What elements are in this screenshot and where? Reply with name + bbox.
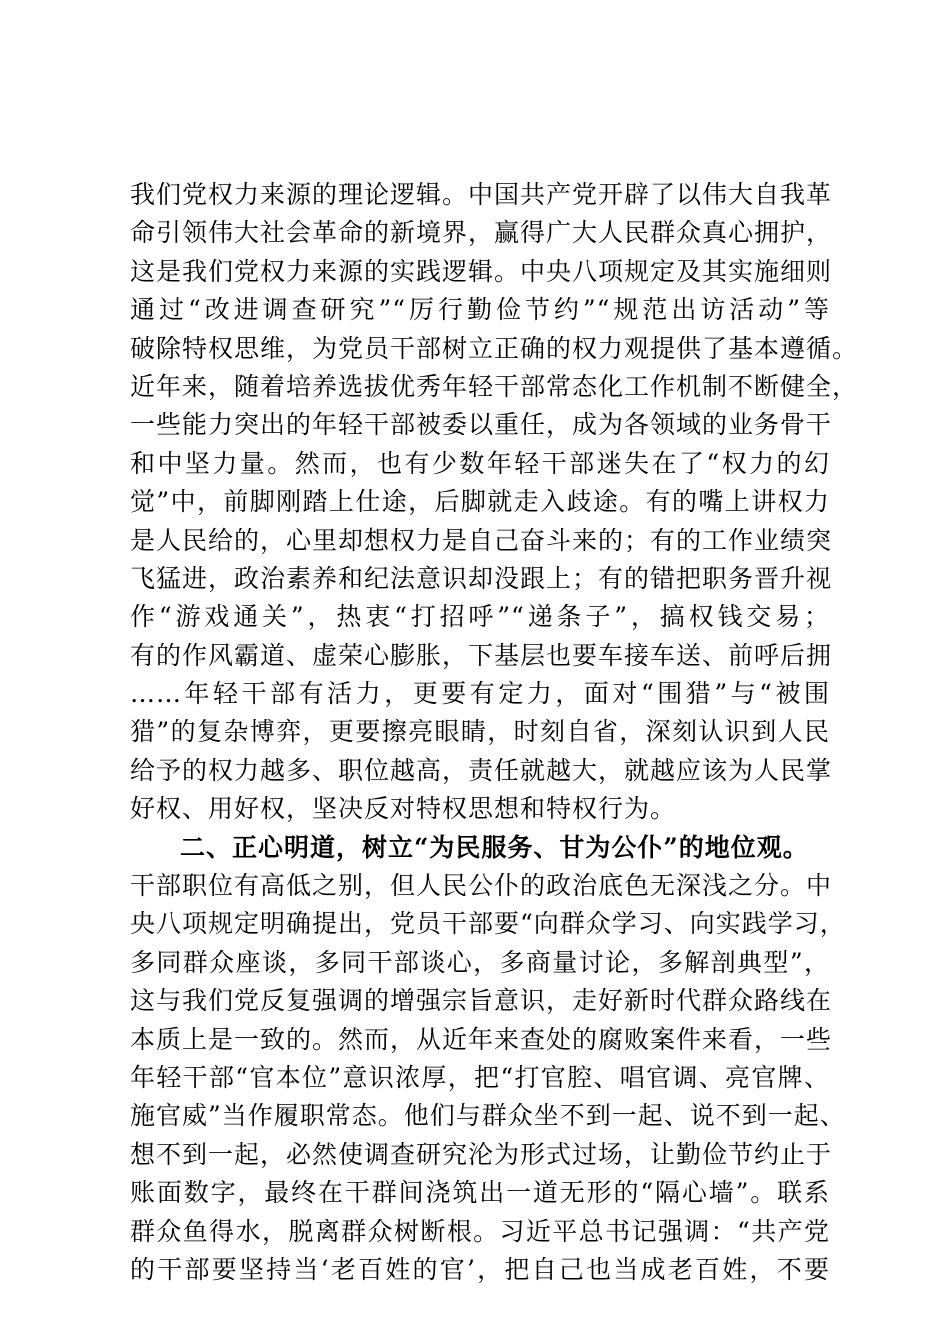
- text-line: 这与我们党反复强调的增强宗旨意识，走好新时代群众路线在: [130, 986, 833, 1016]
- section-heading: 二、正心明道，树立“为民服务、甘为公仆”的地位观。: [180, 832, 809, 862]
- text-line: 干部职位有高低之别，但人民公仆的政治底色无深浅之分。中: [130, 871, 833, 901]
- text-line: 群众鱼得水，脱离群众树断根。习近平总书记强调：“共产党: [130, 1216, 830, 1246]
- text-line: 我们党权力来源的理论逻辑。中国共产党开辟了以伟大自我革: [130, 180, 833, 209]
- text-line: 本质上是一致的。然而，从近年来查处的腐败案件来看，一些: [130, 1024, 833, 1054]
- text-line: 央八项规定明确提出，党员干部要“向群众学习、向实践学习，: [130, 909, 846, 939]
- text-line: 这是我们党权力来源的实践逻辑。中央八项规定及其实施细则: [130, 256, 833, 286]
- text-line: 通过“改进调查研究”“厉行勤俭节约”“规范出访活动”等: [130, 295, 830, 325]
- text-line: 年轻干部“官本位”意识浓厚，把“打官腔、唱官调、亮官牌、: [130, 1062, 830, 1092]
- text-line: 多同群众座谈，多同干部谈心，多商量讨论，多解剖典型”，: [130, 947, 830, 977]
- text-line: 施官威”当作履职常态。他们与群众坐不到一起、说不到一起、: [130, 1101, 846, 1131]
- text-line: 猎”的复杂博弈，更要擦亮眼睛，时刻自省，深刻认识到人民: [130, 717, 830, 747]
- text-line: ……年轻干部有活力，更要有定力，面对“围猎”与“被围: [130, 679, 830, 709]
- text-line: 是人民给的，心里却想权力是自己奋斗来的；有的工作业绩突: [130, 525, 833, 555]
- text-line: 飞猛进，政治素养和纪法意识却没跟上；有的错把职务晋升视: [130, 563, 833, 593]
- text-line: 一些能力突出的年轻干部被委以重任，成为各领域的业务骨干: [130, 410, 833, 440]
- text-line: 想不到一起，必然使调查研究沦为形式过场，让勤俭节约止于: [130, 1139, 833, 1169]
- text-line: 和中坚力量。然而，也有少数年轻干部迷失在了“权力的幻: [130, 448, 830, 478]
- text-line: 作“游戏通关”，热衷“打招呼”“递条子”，搞权钱交易；: [130, 602, 830, 632]
- text-line: 命引领伟大社会革命的新境界，赢得广大人民群众真心拥护，: [130, 218, 833, 248]
- text-line: 好权、用好权，坚决反对特权思想和特权行为。: [130, 794, 677, 824]
- text-line: 有的作风霸道、虚荣心膨胀，下基层也要车接车送、前呼后拥: [130, 640, 833, 670]
- text-line: 的干部要坚持当‘老百姓的官’，把自己也当成老百姓，不要: [130, 1254, 830, 1284]
- text-line: 觉”中，前脚刚踏上仕途，后脚就走入歧途。有的嘴上讲权力: [130, 487, 830, 517]
- text-line: 破除特权思维，为党员干部树立正确的权力观提供了基本遵循。: [130, 333, 859, 363]
- text-line: 给予的权力越多、职位越高，责任就越大，就越应该为人民掌: [130, 755, 833, 785]
- text-line: 近年来，随着培养选拔优秀年轻干部常态化工作机制不断健全，: [130, 371, 859, 401]
- body-text: [130, 176, 859, 1289]
- text-line: 账面数字，最终在干群间浇筑出一道无形的“隔心墙”。联系: [130, 1178, 830, 1208]
